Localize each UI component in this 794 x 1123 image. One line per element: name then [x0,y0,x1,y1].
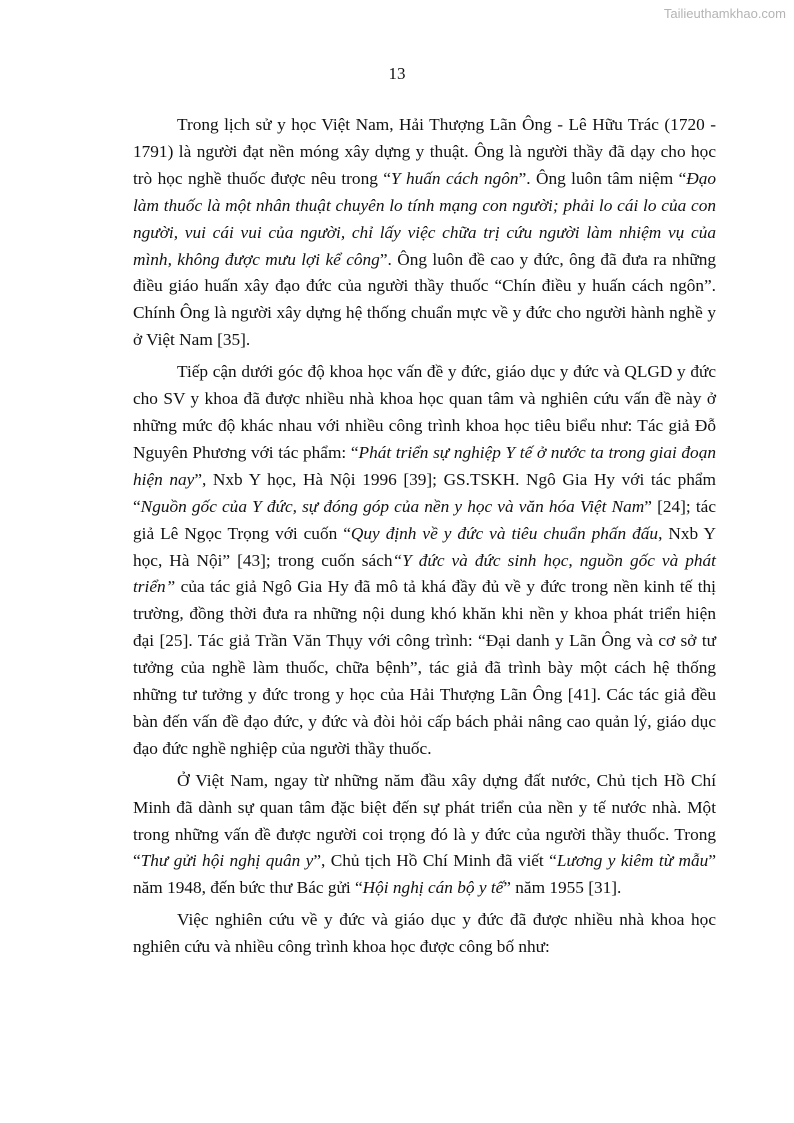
text-run: ” năm 1948, đến bức thư Bác gửi “ [133,851,716,898]
paragraph-2 [133,359,716,763]
italic-text: Thư gửi hội nghị quân y [140,851,314,871]
paragraph-3 [133,768,716,903]
text-run: ” [24]; tác giả Lê Ngọc Trọng với cuốn “ [133,496,717,543]
paragraph-1 [133,112,716,354]
watermark: Tailieuthamkhao.com [663,6,786,21]
text-run: Trong lịch sử y học Việt Nam, Hải Thượng Lãn Ông - Lê Hữu Trác (1720 - 1791) là người đạt nền móng xây dựng y thuật. Ông là người thầy đã dạy cho học trò học nghề thuốc được nêu trong “ [133,115,716,188]
italic-text: “Y đức và đức sinh học, nguồn gốc và phát triển” [133,550,716,597]
body-text [133,112,716,966]
text-run: Ở Việt Nam, ngay từ những năm đầu xây dựng đất nước, Chủ tịch Hồ Chí Minh đã dành sự quan tâm đặc biệt đến sự phát triển của nền y tế nước nhà. Một trong những vấn đề được người coi trọng đó là y đức của người thầy thuốc. Trong “ [133,770,716,871]
italic-text: Nguồn gốc của Y đức, sự đóng góp của nền y học và văn hóa Việt Nam [140,496,645,516]
text-run: ”. Ông luôn đề cao y đức, ông đã đưa ra những điều giáo huấn xây đạo đức của người thầy thuốc “Chín điều y huấn cách ngôn”. Chính Ông là người xây dựng hệ thống chuẩn mực về y đức cho người hành nghề y ở Việt Nam [35]. [133,249,716,350]
italic-text: Lương y kiêm từ mẫu [556,851,709,871]
text-run: ”, Chủ tịch Hồ Chí Minh đã viết “ [313,851,557,871]
text-run: Việc nghiên cứu về y đức và giáo dục y đức đã được nhiều nhà khoa học nghiên cứu và nhiều công trình khoa học được công bố như: [133,910,716,957]
italic-text: Đạo làm thuốc là một nhân thuật chuyên lo tính mạng con người; phải lo cái lo của con người, vui cái vui của người, chỉ lấy việc chữa trị cứu người làm nhiệm vụ của mình, không được mưu lợi kể công [133,168,717,269]
text-run: ” năm 1955 [31]. [503,878,622,898]
italic-text: Y huấn cách ngôn [390,168,519,188]
italic-text: Phát triển sự nghiệp Y tế ở nước ta trong giai đoạn hiện nay [133,442,716,489]
paragraph-4 [133,907,716,961]
italic-text: Quy định về y đức và tiêu chuẩn phấn đấu [350,523,659,543]
text-run: Tiếp cận dưới góc độ khoa học vấn đề y đức, giáo dục y đức và QLGD y đức cho SV y khoa đã được nhiều nhà khoa học quan tâm và nghiên cứu vấn đề này ở những mức độ khác nhau với nhiều công trình khoa học tiêu biểu như: Tác giả Đỗ Nguyên Phương với tác phẩm: “ [133,362,716,462]
italic-text: Hội nghị cán bộ y tế [362,878,504,898]
text-run: ”, Nxb Y học, Hà Nội 1996 [39]; GS.TSKH. Ngô Gia Hy với tác phẩm “ [133,469,716,516]
page-number: 13 [388,64,406,83]
text-run: của tác giả Ngô Gia Hy đã mô tả khá đầy đủ về y đức trong nền kinh tế thị trường, đồng thời đưa ra những nội dung khó khăn khi nền y khoa phát triển hiện đại [25]. Tác giả Trần Văn Thụy với công trình: “Đại danh y Lãn Ông và cơ sở tư tưởng của nghề làm thuốc, chữa bệnh”, tác giả đã trình bày một cách hệ thống những tư tưởng y đức trong y học của Hải Thượng Lãn Ông [41]. Các tác giả đều bàn đến vấn đề đạo đức, y đức và đòi hỏi cấp bách phải nâng cao quản lý, giáo dục đạo đức nghề nghiệp của người thầy thuốc. [133,577,716,758]
text-run: , Nxb Y học, Hà Nội” [43]; trong cuốn sách [133,523,716,570]
text-run: ”. Ông luôn tâm niệm “ [518,168,687,188]
